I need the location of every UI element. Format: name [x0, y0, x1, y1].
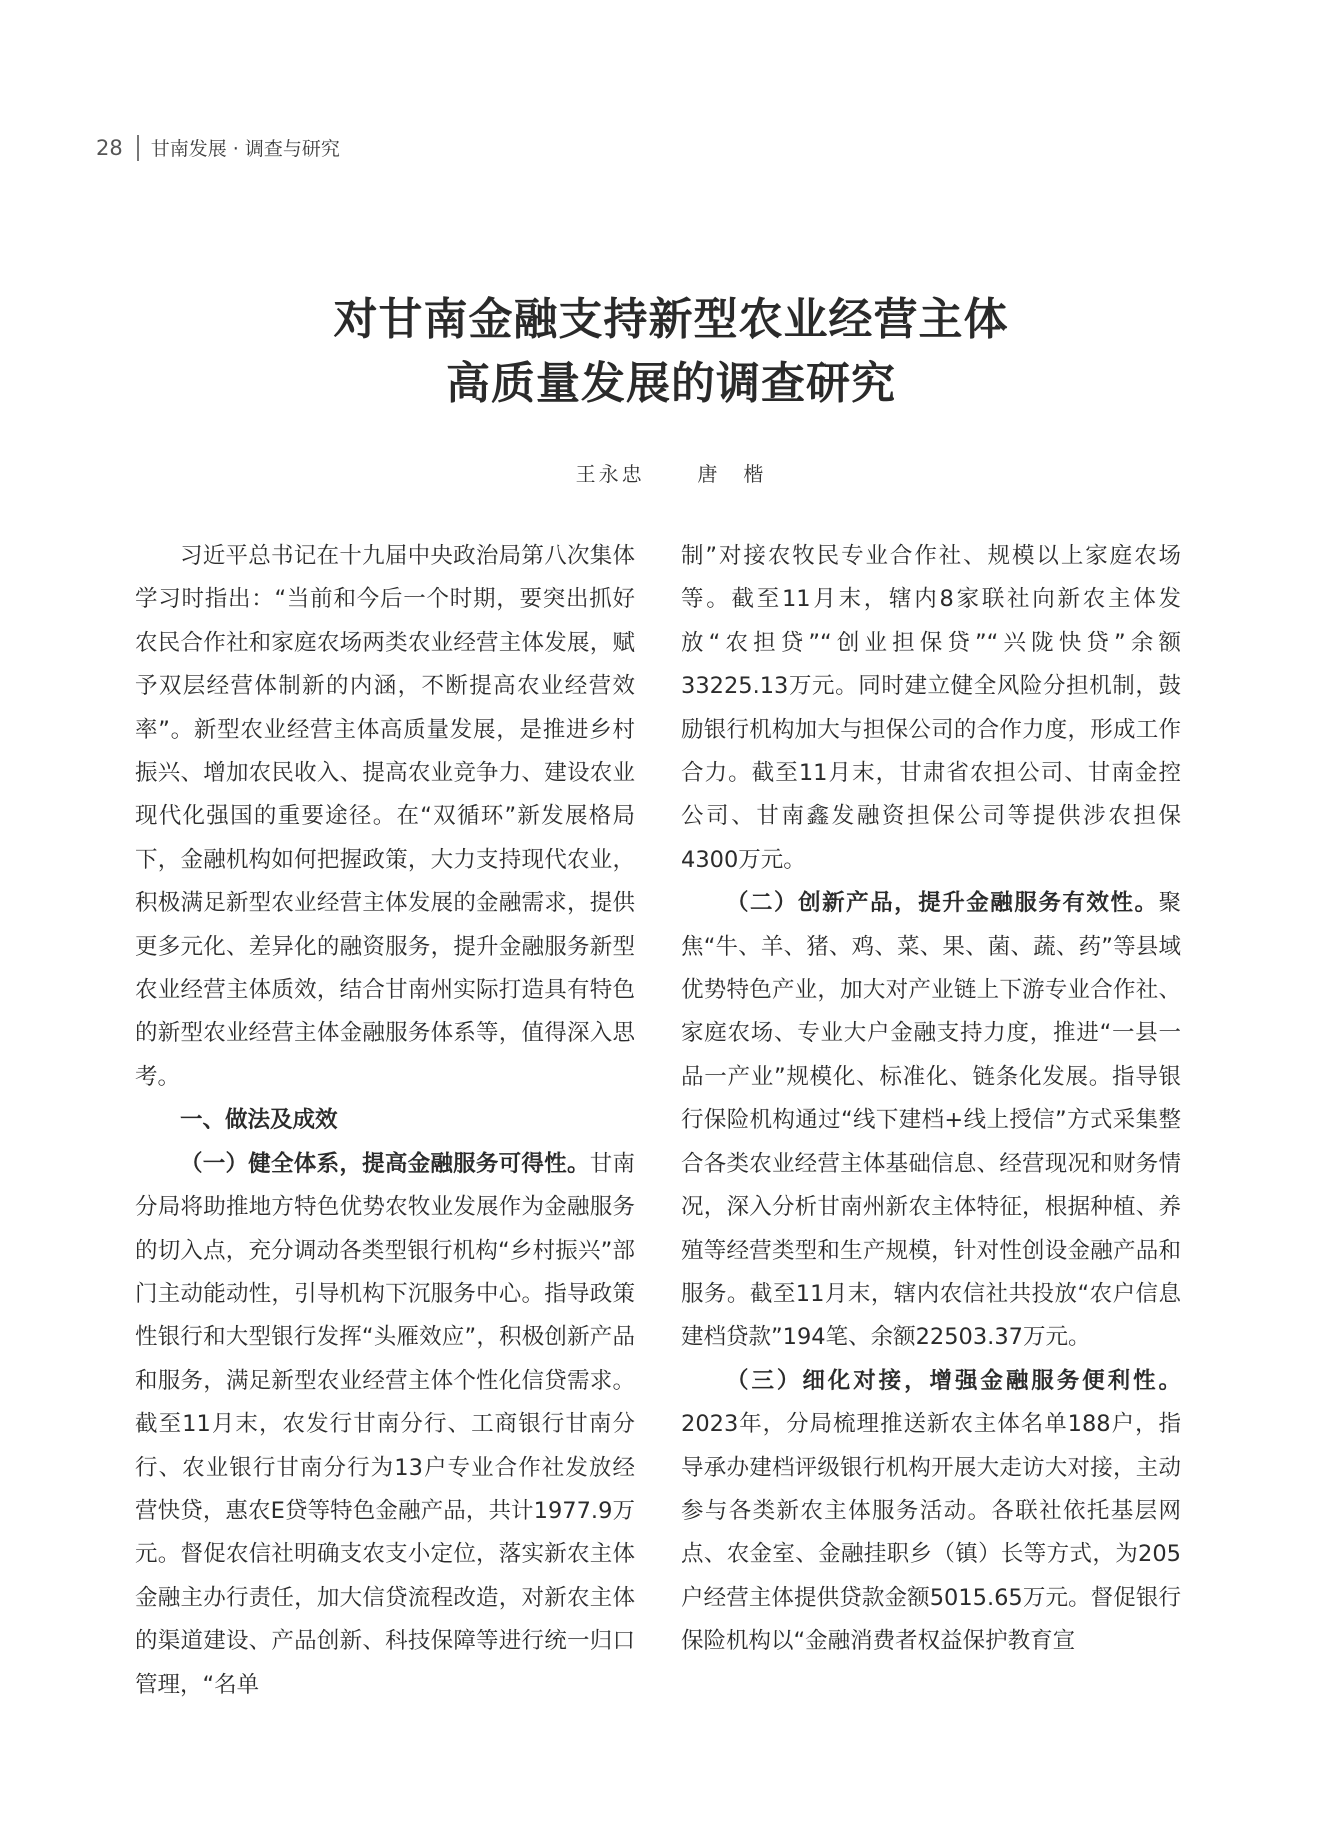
header-divider: [137, 135, 139, 161]
article-authors: [0, 458, 1342, 487]
subsection-1-body: 甘南分局将助推地方特色优势农牧业发展作为金融服务的切入点，充分调动各类型银行机构“乡村振兴”部门主动能动性，引导机构下沉服务中心。指导政策性银行和大型银行发挥“头雁效应”，积极创新产品和服务，满足新型农业经营主体个性化信贷需求。截至11月末，农发行甘南分行、工商银行甘南分行、农业银行甘南分行为13户专业合作社发放经营快贷，惠农E贷等特色金融产品，共计1977.9万元。督促农信社明确支农支小定位，落实新农主体金融主办行责任，加大信贷流程改造，对新农主体的渠道建设、产品创新、科技保障等进行统一归口管理，“名单: [135, 1150, 635, 1698]
intro-paragraph: 习近平总书记在十九届中央政治局第八次集体学习时指出：“当前和今后一个时期，要突出抓好农民合作社和家庭农场两类农业经营主体发展，赋予双层经营体制新的内涵，不断提高农业经营效率”。新型农业经营主体高质量发展，是推进乡村振兴、增加农民收入、提高农业竞争力、建设农业现代化强国的重要途径。在“双循环”新发展格局下，金融机构如何把握政策，大力支持现代农业，积极满足新型农业经营主体发展的金融需求，提供更多元化、差异化的融资服务，提升金融服务新型农业经营主体质效，结合甘南州实际打造具有特色的新型农业经营主体金融服务体系等，值得深入思考。: [135, 543, 635, 1090]
author-1: 王永忠: [575, 462, 645, 486]
subsection-2-paragraph: [681, 882, 1181, 1359]
subsection-2-title: （二）创新产品，提升金融服务有效性。: [726, 890, 1159, 917]
title-line-2: 高质量发展的调查研究: [446, 358, 896, 409]
running-header: [96, 134, 340, 161]
subsection-1-paragraph: [135, 1143, 635, 1707]
title-line-1: 对甘南金融支持新型农业经营主体: [333, 294, 1009, 345]
page-number: 28: [96, 135, 123, 160]
section-heading-1: 一、做法及成效: [180, 1107, 338, 1134]
right-column: [681, 535, 1181, 1664]
subsection-3-title: （三）细化对接，增强金融服务便利性。: [726, 1367, 1181, 1394]
subsection-3-body: 2023年，分局梳理推送新农主体名单188户，指导承办建档评级银行机构开展大走访大对接，主动参与各类新农主体服务活动。各联社依托基层网点、农金室、金融挂职乡（镇）长等方式，为205户经营主体提供贷款金额5015.65万元。督促银行保险机构以“金融消费者权益保护教育宣: [681, 1411, 1181, 1655]
left-column: [135, 535, 635, 1707]
article-title: [0, 288, 1342, 416]
journal-section-name: 甘南发展 · 调查与研究: [150, 138, 340, 160]
subsection-1-title: （一）健全体系，提高金融服务可得性。: [180, 1150, 590, 1177]
subsection-2-body: 聚焦“牛、羊、猪、鸡、菜、果、菌、蔬、药”等县域优势特色产业，加大对产业链上下游专业合作社、家庭农场、专业大户金融支持力度，推进“一县一品一产业”规模化、标准化、链条化发展。指导银行保险机构通过“线下建档+线上授信”方式采集整合各类农业经营主体基础信息、经营现况和财务情况，深入分析甘南州新农主体特征，根据种植、养殖等经营类型和生产规模，针对性创设金融产品和服务。截至11月末，辖内农信社共投放“农户信息建档贷款”194笔、余额22503.37万元。: [681, 890, 1181, 1351]
author-2: 唐 楷: [697, 462, 767, 486]
subsection-3-paragraph: [681, 1360, 1181, 1664]
continued-paragraph: 制”对接农牧民专业合作社、规模以上家庭农场等。截至11月末，辖内8家联社向新农主体发放“农担贷”“创业担保贷”“兴陇快贷”余额33225.13万元。同时建立健全风险分担机制，鼓励银行机构加大与担保公司的合作力度，形成工作合力。截至11月末，甘肃省农担公司、甘南金控公司、甘南鑫发融资担保公司等提供涉农担保4300万元。: [681, 543, 1181, 873]
